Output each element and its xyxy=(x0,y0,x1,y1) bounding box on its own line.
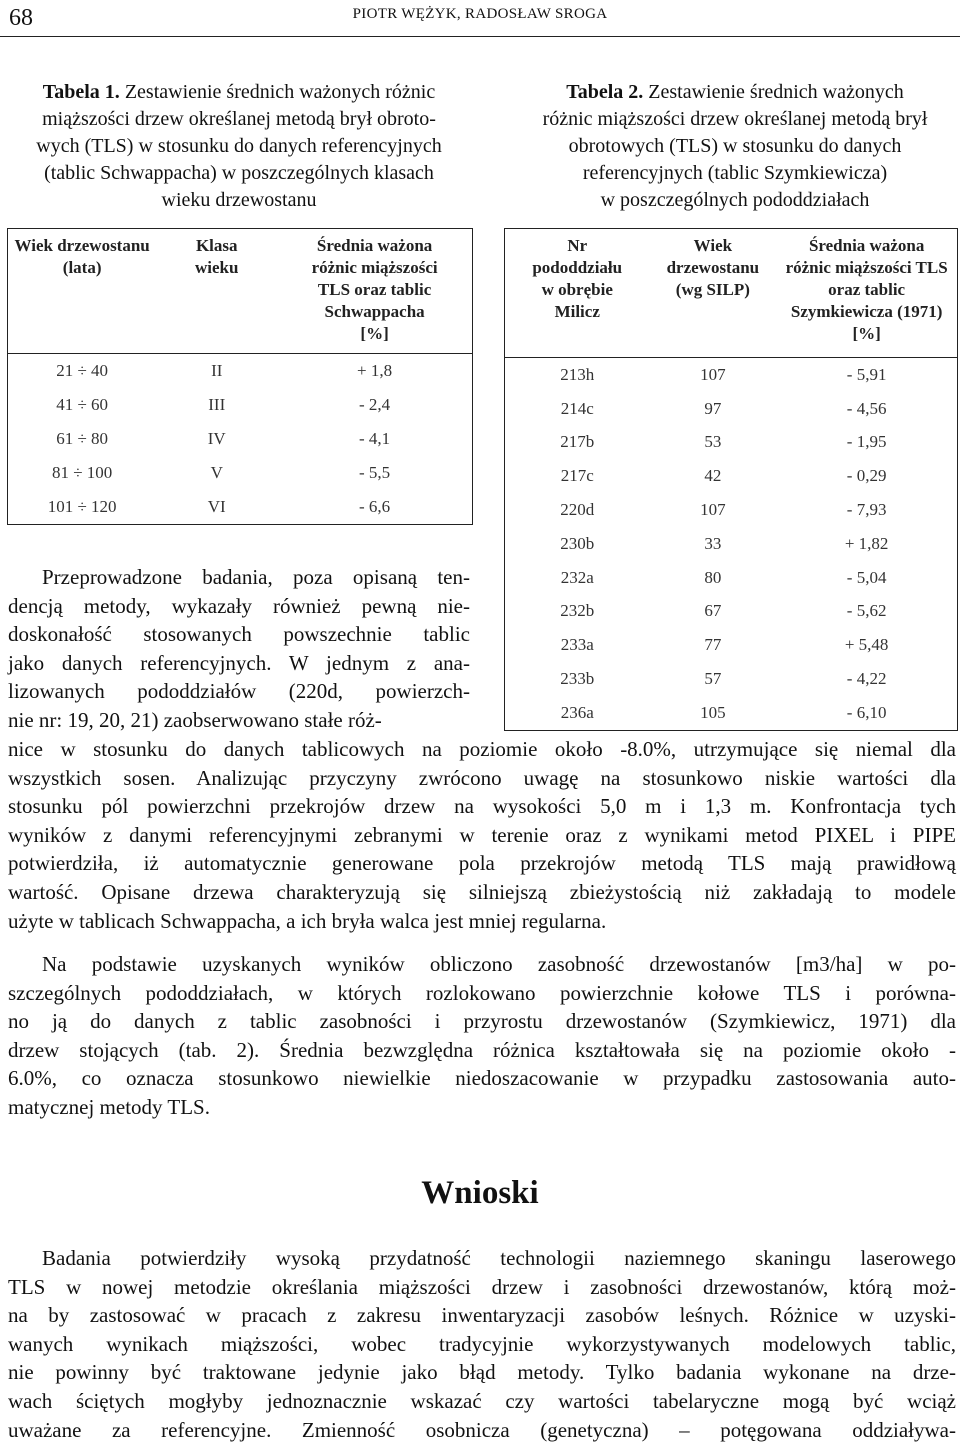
table2-caption-label: Tabela 2. xyxy=(566,81,644,103)
text-line: 6.0%, co oznacza stosunkowo niewielkie niedoszacowanie w przypadku zastosowania auto- xyxy=(8,1066,956,1091)
table-row xyxy=(505,595,958,629)
table2-header-row xyxy=(505,229,958,358)
header-rule xyxy=(0,36,960,37)
table1-caption-line: wych (TLS) w stosunku do danych referencyjnych xyxy=(36,135,442,157)
table-row xyxy=(505,426,958,460)
table1-caption-line: (tablic Schwappacha) w poszczególnych klasach xyxy=(44,162,434,184)
table-row xyxy=(8,456,473,490)
table-cell: 217c xyxy=(560,466,594,486)
table2-column-header: Nr pododdziału w obrębie Milicz xyxy=(505,229,650,358)
table-cell: - 0,29 xyxy=(846,466,887,486)
table-row xyxy=(505,459,958,493)
paragraph-1-wide xyxy=(8,735,956,935)
text-line: no ją do danych z tablic zasobności i przyrostu drzewostanów (Szymkiewicz, 1971) dla xyxy=(8,1009,956,1034)
table2-caption-line: referencyjnych (tablic Szymkiewicza) xyxy=(582,162,888,184)
table1-caption-line: wieku drzewostanu xyxy=(161,189,317,211)
table-cell: 80 xyxy=(704,567,722,587)
table-cell: 53 xyxy=(704,432,722,452)
table-cell: - 6,10 xyxy=(846,702,887,722)
table-cell: - 5,62 xyxy=(846,601,887,621)
table-cell: 33 xyxy=(704,533,722,553)
table-cell: - 5,5 xyxy=(359,463,391,482)
text-line: wszystkich sosen. Analizując przyczyny zwrócono uwagę na stosunkowo niskie wartości dla xyxy=(8,765,956,790)
table-cell: 230b xyxy=(560,533,595,553)
text-line: Na podstawie uzyskanych wyników obliczono zasobność drzewostanów [m3/ha] w po- xyxy=(42,952,956,976)
table1-caption-label: Tabela 1. xyxy=(42,81,120,103)
text-line: nice w stosunku do danych tablicowych na poziomie około -8.0%, utrzymujące się niemal dla xyxy=(8,737,956,761)
table-cell: 57 xyxy=(704,669,722,689)
table-cell: + 1,82 xyxy=(844,533,889,553)
table-row xyxy=(505,527,958,561)
table-row xyxy=(505,696,958,730)
table-cell: 101 ÷ 120 xyxy=(47,497,117,516)
text-line: Przeprowadzone badania, poza opisaną ten- xyxy=(42,565,470,589)
table-cell: 220d xyxy=(560,500,595,520)
table-cell: II xyxy=(211,361,223,380)
table-cell: - 1,95 xyxy=(846,432,887,452)
text-line: lizowanych pododdziałów (220d, powierzch- xyxy=(8,679,470,704)
table2-caption-line: Tabela 2. Zestawienie średnich ważonych xyxy=(566,81,904,103)
table-cell: - 5,91 xyxy=(846,364,887,384)
table-cell: - 4,56 xyxy=(846,398,887,418)
text-line: uważane za referencyjne. Zmienność osobnicza (genetyczna) – potęgowana oddziaływa- xyxy=(8,1417,956,1442)
table-cell: 81 ÷ 100 xyxy=(51,463,113,482)
table-cell: 233a xyxy=(560,635,594,655)
table2-column-header: Wiek drzewostanu (wg SILP) xyxy=(649,229,776,358)
table-cell: 42 xyxy=(704,466,722,486)
table1-caption-line: Tabela 1. Zestawienie średnich ważonych różnic xyxy=(42,81,436,103)
table1-column-header: Klasa wieku xyxy=(156,229,277,354)
text-line: drzew stojących (tab. 2). Średnia bezwzględna różnica kształtowała się na poziomie około - xyxy=(8,1037,956,1062)
text-line: jako danych referencyjnych. W jednym z ana- xyxy=(8,650,470,675)
text-line: potwierdziła, iż automatycznie generowane pola przekrojów metodą TLS mają prawidłową xyxy=(8,851,956,876)
table-cell: 97 xyxy=(704,398,722,418)
table-cell: 236a xyxy=(560,702,594,722)
table-cell: 214c xyxy=(560,398,594,418)
table-cell: - 6,6 xyxy=(359,497,391,516)
text-line: doskonałość stosowanych powszechnie tablic xyxy=(8,622,470,647)
paragraph-1-narrow xyxy=(8,563,470,735)
table-row xyxy=(505,358,958,392)
text-line: Badania potwierdziły wysoką przydatność technologii naziemnego skaningu laserowego xyxy=(42,1246,956,1270)
table-row xyxy=(505,493,958,527)
table2-caption-line: różnic miąższości drzew określanej metodą brył xyxy=(542,108,928,130)
text-line: stosunku pól powierzchni przekrojów drzew na wysokości 5,0 m i 1,3 m. Konfrontacja tych xyxy=(8,794,956,819)
table1-caption-line: miąższości drzew określanej metodą brył obroto- xyxy=(42,108,436,130)
table1-caption xyxy=(6,79,472,214)
text-line: na by zastosować w pracach z zakresu inwentaryzacji zasobów leśnych. Różnice w uzyski- xyxy=(8,1303,956,1328)
table-cell: - 2,4 xyxy=(359,395,391,414)
text-line: szczególnych pododdziałach, w których rozlokowano powierzchnie kołowe TLS i porówna- xyxy=(8,980,956,1005)
table-row xyxy=(8,388,473,422)
table-cell: 21 ÷ 40 xyxy=(56,361,109,380)
table-cell: - 4,1 xyxy=(359,429,391,448)
table-cell: IV xyxy=(207,429,226,448)
table-cell: 77 xyxy=(704,635,722,655)
table2-column-header: Średnia ważona różnic miąższości TLS oraz tablic Szymkiewicza (1971) [%] xyxy=(776,229,957,358)
text-line: wartość. Opisane drzewa charakteryzują się silniejszą zbieżystością niż zakładają to modele xyxy=(8,879,956,904)
table-row xyxy=(8,490,473,525)
table-row xyxy=(505,662,958,696)
table-cell: + 1,8 xyxy=(357,361,393,380)
table-cell: - 5,04 xyxy=(846,567,887,587)
table2-caption-line: w poszczególnych pododdziałach xyxy=(600,189,870,211)
table-cell: 217b xyxy=(560,432,595,452)
text-line: dencją metody, wykazały również pewną nie- xyxy=(8,593,470,618)
table1 xyxy=(7,228,473,525)
table2-body xyxy=(505,358,958,731)
table-cell: + 5,48 xyxy=(844,635,889,655)
table-cell: 213h xyxy=(560,364,595,384)
table2-caption xyxy=(512,79,958,214)
table-row xyxy=(8,422,473,456)
table-cell: 233b xyxy=(560,669,595,689)
section-heading: Wnioski xyxy=(421,1175,539,1211)
table-cell: 61 ÷ 80 xyxy=(56,429,109,448)
table-cell: 41 ÷ 60 xyxy=(56,395,109,414)
table-row xyxy=(505,561,958,595)
text-line: TLS w nowej metodzie określania miąższości drzew i zasobności drzewostanów, którą moż- xyxy=(8,1274,956,1299)
table-row xyxy=(505,628,958,662)
table-cell: V xyxy=(210,463,223,482)
table-cell: 232b xyxy=(560,601,595,621)
page-number: 68 xyxy=(9,5,33,31)
text-line: wanych wynikach miąższości, wobec tradycyjnie wykorzystywanych modelowych tablic, xyxy=(8,1331,956,1356)
paragraph-2 xyxy=(8,950,956,1122)
table-cell: 107 xyxy=(700,500,726,520)
table2 xyxy=(504,228,958,731)
text-line: wyników z danymi referencyjnymi zebranymi w terenie oraz z wynikami metod PIXEL i PIPE xyxy=(8,822,956,847)
table-cell: 67 xyxy=(704,601,722,621)
table-cell: 107 xyxy=(700,364,726,384)
table-cell: 232a xyxy=(560,567,594,587)
text-line: matycznej metody TLS. xyxy=(8,1094,210,1119)
table1-column-header: Średnia ważona różnic miąższości TLS oraz tablic Schwappacha [%] xyxy=(277,229,472,354)
text-line: wach ściętych mogłyby jednoznacznie wskazać czy wartości tabelaryczne mogą być wciąż xyxy=(8,1388,956,1413)
running-header: PIOTR WĘŻYK, RADOSŁAW SROGA xyxy=(352,6,608,22)
table2-caption-line: obrotowych (TLS) w stosunku do danych xyxy=(568,135,902,157)
text-line: nie nr: 19, 20, 21) zaobserwowano stałe róż- xyxy=(8,707,382,732)
paragraph-3 xyxy=(8,1244,956,1444)
table-cell: 105 xyxy=(700,702,726,722)
text-line: nie powinny być traktowane jedynie jako błąd metody. Tylko badania wykonane na drze- xyxy=(8,1360,956,1385)
text-line: użyte w tablicach Schwappacha, a ich bryła walca jest mniej regularna. xyxy=(8,908,607,933)
table1-body xyxy=(8,354,473,525)
table1-header-row xyxy=(8,229,473,354)
table-cell: - 7,93 xyxy=(846,500,887,520)
table-row xyxy=(505,392,958,426)
table-cell: - 4,22 xyxy=(846,669,887,689)
table1-column-header: Wiek drzewostanu (lata) xyxy=(8,229,157,354)
table-cell: III xyxy=(208,395,226,414)
table-cell: VI xyxy=(207,497,226,516)
table-row xyxy=(8,354,473,389)
